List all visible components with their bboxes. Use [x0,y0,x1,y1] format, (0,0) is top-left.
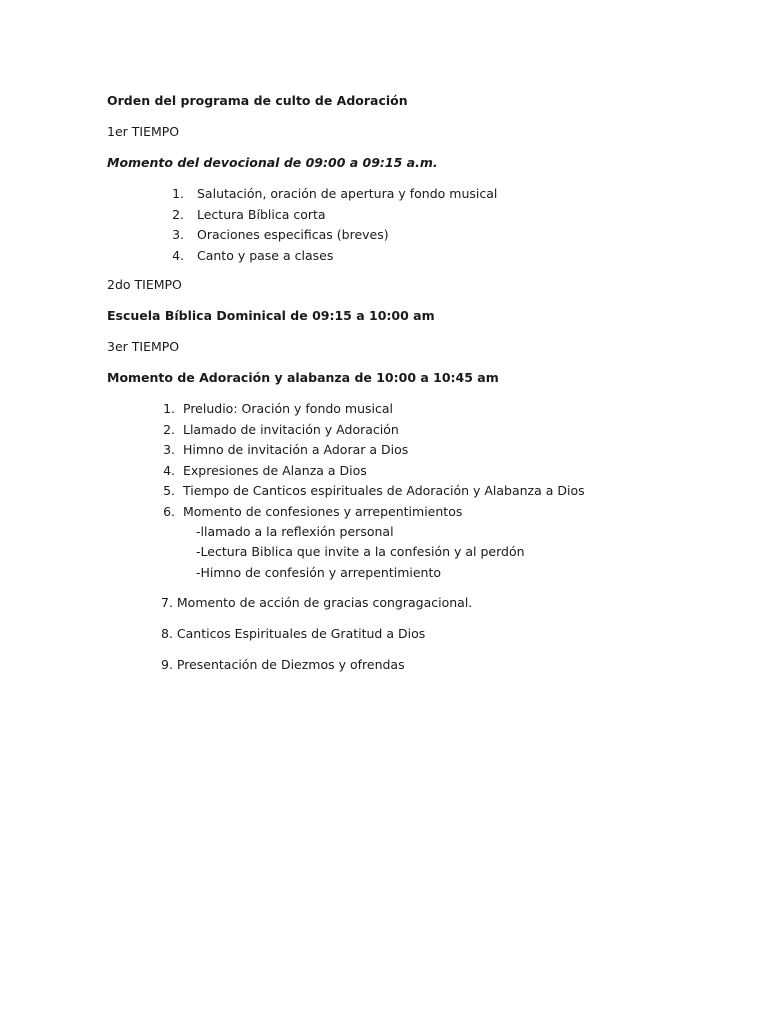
list-item-number: 2. [172,206,184,222]
list-item-text: Expresiones de Alanza a Dios [183,462,367,478]
section2-heading: 2do TIEMPO [107,277,182,292]
section1-heading: 1er TIEMPO [107,124,180,139]
section3-subheading: Momento de Adoración y alabanza de 10:00 a 10:45 am [107,370,499,385]
list-item-number: 6. [163,503,175,519]
list-item-text: Llamado de invitación y Adoración [183,421,399,437]
list-item-text: Himno de invitación a Adorar a Dios [183,442,409,457]
document-title: Orden del programa de culto de Adoración [107,93,408,108]
section3-heading: 3er TIEMPO [107,339,180,354]
list-item-text: Oraciones especificas (breves) [197,227,389,242]
list-item-number: 3. [172,227,184,242]
list-item-text: Tiempo de Canticos espirituales de Adoración y Alabanza a Dios [183,483,585,498]
list-item-number: 1. [163,401,175,416]
list-item-text: Momento de confesiones y arrepentimientos [183,503,463,519]
list-item-number: 5. [163,483,175,498]
list-item-number: 4. [163,462,175,478]
list-item-number: 4. [172,247,184,263]
extra-item: 9. Presentación de Diezmos y ofrendas [161,657,405,672]
section2-subheading: Escuela Bíblica Dominical de 09:15 a 10:00 am [107,308,435,323]
list-item-text: Canto y pase a clases [197,247,334,263]
list-item-text: Salutación, oración de apertura y fondo musical [197,186,498,201]
extra-item: 8. Canticos Espirituales de Gratitud a Dios [161,626,426,641]
sub-item: -llamado a la reflexión personal [196,524,394,539]
list-item-number: 3. [163,442,175,457]
list-item-text: Lectura Bíblica corta [197,206,326,222]
list-item-text: Preludio: Oración y fondo musical [183,401,394,416]
sub-item: -Lectura Biblica que invite a la confesión y al perdón [196,544,525,559]
extra-item: 7. Momento de acción de gracias congragacional. [161,595,473,610]
sub-item: -Himno de confesión y arrepentimiento [196,565,442,580]
list-item-number: 1. [172,186,184,201]
list-item-number: 2. [163,421,175,437]
section1-subheading: Momento del devocional de 09:00 a 09:15 a.m. [107,155,438,170]
